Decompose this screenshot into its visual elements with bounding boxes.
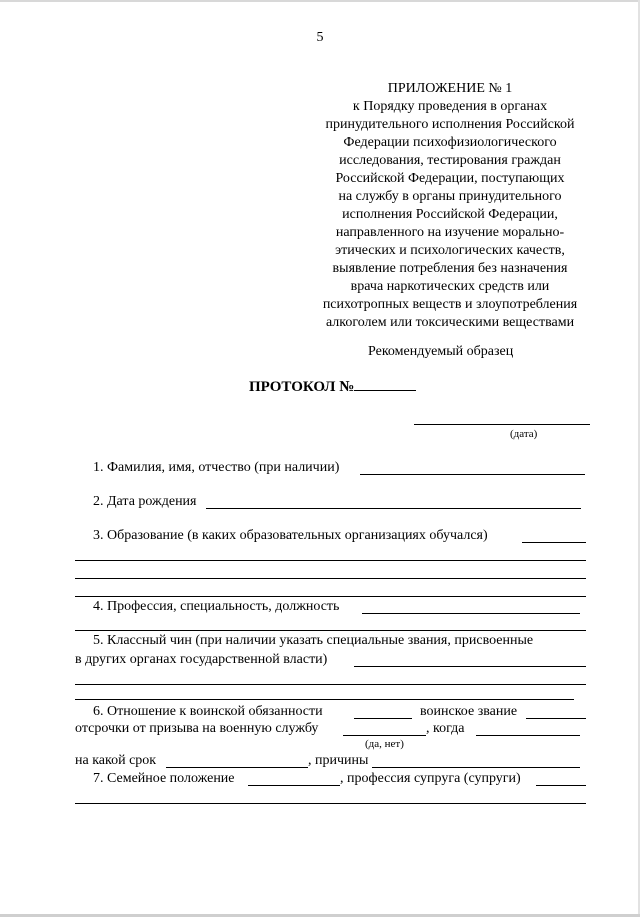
field-military-duty-label: 6. Отношение к воинской обязанности [93,704,323,719]
field-reasons-input[interactable] [372,767,580,768]
date-caption: (дата) [510,428,538,440]
field-deferment-when-label: , когда [426,721,465,736]
field-profession-line[interactable] [75,630,586,631]
field-term-input[interactable] [166,767,308,768]
appendix-header [300,80,600,332]
appendix-line: направленного на изучение морально- [335,225,565,240]
field-full-name-label: 1. Фамилия, имя, отчество (при наличии) [93,460,340,475]
page-edge-top [0,0,640,2]
field-education-line[interactable] [75,560,586,561]
field-spouse-profession-label: , профессия супруга (супруги) [340,771,521,786]
field-term-label: на какой срок [75,753,157,768]
field-deferment-input[interactable] [343,735,426,736]
appendix-line: исследования, тестирования граждан [339,153,561,168]
appendix-line: алкоголем или токсическими веществами [325,315,575,330]
field-education-input[interactable] [522,542,586,543]
appendix-line: выявление потребления без назначения [332,261,568,276]
field-deferment-label: отсрочки от призыва на военную службу [75,721,319,736]
field-marital-status-label: 7. Семейное положение [93,771,235,786]
page-number: 5 [316,30,324,45]
appendix-line: Российской Федерации, поступающих [335,171,565,186]
field-class-rank-line[interactable] [75,684,586,685]
yes-no-caption: (да, нет) [365,738,404,750]
field-full-name-input[interactable] [360,474,585,475]
appendix-line: врача наркотических средств или [350,279,550,294]
field-birth-date-label: 2. Дата рождения [93,494,197,509]
field-military-rank-input[interactable] [526,718,586,719]
field-military-duty-input[interactable] [354,718,412,719]
protocol-label: ПРОТОКОЛ № [249,379,355,395]
appendix-line: этических и психологических качеств, [335,243,565,258]
appendix-line: Федерации психофизиологического [343,135,557,150]
field-class-rank-line[interactable] [75,699,574,700]
field-education-line[interactable] [75,596,586,597]
field-deferment-when-input[interactable] [476,735,580,736]
recommended-sample: Рекомендуемый образец [368,344,514,359]
field-spouse-profession-line[interactable] [75,803,586,804]
field-education-line[interactable] [75,578,586,579]
field-spouse-profession-input[interactable] [536,785,586,786]
appendix-line: исполнения Российской Федерации, [342,207,558,222]
field-profession-label: 4. Профессия, специальность, должность [93,599,340,614]
field-education-label: 3. Образование (в каких образовательных организациях обучался) [93,528,488,543]
field-class-rank-label-continued: в других органах государственной власти) [75,652,328,667]
field-military-rank-label: воинское звание [420,704,518,719]
appendix-title: ПРИЛОЖЕНИЕ № 1 [387,81,513,96]
field-birth-date-input[interactable] [206,508,581,509]
field-class-rank-input[interactable] [354,666,586,667]
field-class-rank-label: 5. Классный чин (при наличии указать специальные звания, присвоенные [93,633,534,648]
field-reasons-label: , причины [308,753,369,768]
appendix-line: на службу в органы принудительного [338,189,562,204]
appendix-line: к Порядку проведения в органах [352,99,548,114]
appendix-line: принудительного исполнения Российской [325,117,575,132]
field-marital-status-input[interactable] [248,785,340,786]
protocol-number-field[interactable] [354,377,416,391]
protocol-title [249,377,416,396]
field-profession-input[interactable] [362,613,580,614]
appendix-line: психотропных веществ и злоупотребления [322,297,578,312]
date-field[interactable] [414,424,590,425]
